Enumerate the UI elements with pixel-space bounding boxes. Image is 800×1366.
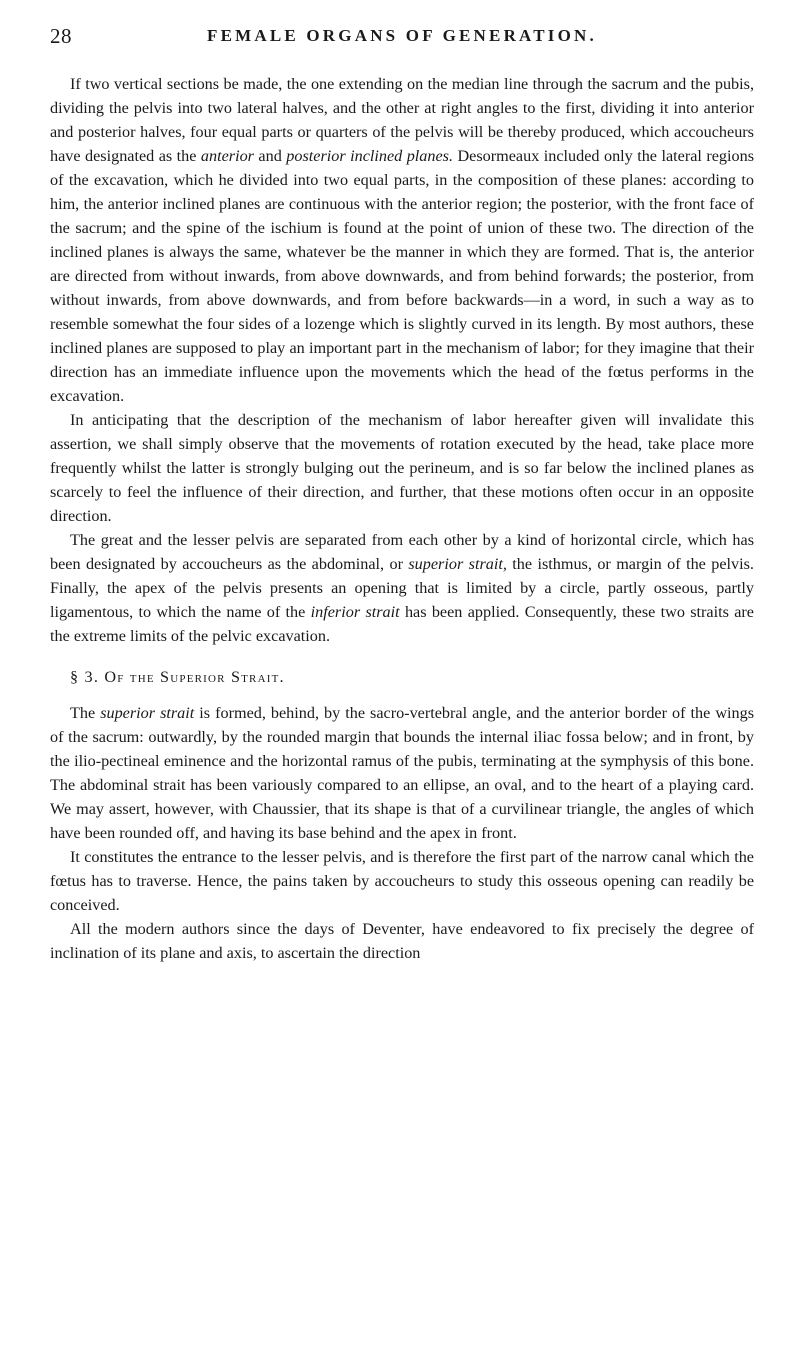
paragraph — [50, 917, 754, 965]
page-number: 28 — [50, 24, 72, 48]
text-run: is formed, behind, by the sacro-vertebral angle, and the anterior border of the wings of the sacrum: outwardly, by the rounded margin that bounds the internal iliac fossa below; and in front, by the ilio-pectineal eminence and the horizontal ramus of the pubis, terminating at the symphysis of this bone. The abdominal strait has been variously compared to an ellipse, an oval, and to the heart of a playing card. We may assert, however, with Chaussier, that its shape is that of a curvilinear triangle, the angles of which have been rounded off, and having its base behind and the apex in front. — [50, 704, 754, 842]
section-number: § 3. — [70, 668, 100, 686]
text-run: Desormeaux included only the lateral regions of the excavation, which he divided into two equal parts, in the composition of these planes: according to him, the anterior inclined planes are continuous with the anterior region; the posterior, with the front face of the sacrum; and the spine of the ischium is found at the point of union of these two. The direction of the inclined planes is always the same, whatever be the manner in which they are formed. That is, the anterior are directed from without inwards, from above downwards, and from behind forwards; the posterior, from without inwards, from above downwards, and from before backwards—in a word, in such a way as to resemble somewhat the four sides of a lozenge which is slightly curved in its length. By most authors, these inclined planes are supposed to play an important part in the mechanism of labor; for they imagine that their direction has an immediate influence upon the movements which the head of the fœtus performs in the excavation. — [50, 147, 755, 405]
page-body — [50, 72, 754, 965]
italic-term: superior strait, — [408, 555, 507, 573]
text-run: has been applied. Consequently, these two straits are the extreme limits of the pelvic excavation. — [50, 603, 754, 645]
text-run: The great and the lesser pelvis are separated from each other by a kind of horizontal circle, which has been designated by accoucheurs as the abdominal, or — [50, 531, 754, 573]
paragraph — [50, 528, 754, 648]
text-run: The — [70, 704, 101, 722]
italic-term: inferior strait — [310, 603, 400, 621]
text-run: It constitutes the entrance to the lesser pelvis, and is therefore the first part of the narrow canal which the fœtus has to traverse. Hence, the pains taken by accoucheurs to study this osseous opening can readily be conceived. — [50, 848, 754, 914]
text-run: If two vertical sections be made, the one extending on the median line through the sacrum and the pubis, dividing the pelvis into two lateral halves, and the other at right angles to the first, dividing it into anterior and posterior halves, four equal parts or quarters of the pelvis will be thereby produced, which accoucheurs have designated as the — [50, 75, 754, 165]
text-run: and — [253, 147, 287, 165]
section-title: Of the Superior Strait. — [104, 668, 285, 686]
paragraph — [50, 845, 754, 917]
italic-term: posterior inclined planes. — [286, 147, 454, 165]
text-run: the isthmus, or margin of the pelvis. Finally, the apex of the pelvis presents an opening that is limited by a circle, partly osseous, partly ligamentous, to which the name of the — [50, 555, 754, 621]
paragraph — [50, 701, 754, 845]
section-heading — [70, 668, 754, 687]
paragraph — [50, 408, 754, 528]
book-page — [50, 22, 754, 965]
page-header — [50, 22, 754, 58]
text-run: In anticipating that the description of the mechanism of labor hereafter given will invalidate this assertion, we shall simply observe that the movements of rotation executed by the head, take place more frequently whilst the latter is strongly bulging out the perineum, and is so far below the inclined planes as scarcely to feel the influence of their direction, and further, that these motions often occur in an opposite direction. — [50, 411, 754, 525]
italic-term: superior strait — [100, 704, 195, 722]
italic-term: anterior — [200, 147, 254, 165]
paragraphs-after-heading — [50, 701, 754, 965]
running-title: FEMALE ORGANS OF GENERATION. — [207, 26, 597, 45]
paragraphs-before-heading — [50, 72, 754, 648]
paragraph — [50, 72, 754, 408]
text-run: All the modern authors since the days of Deventer, have endeavored to fix precisely the degree of inclination of its plane and axis, to ascertain the direction — [50, 920, 754, 962]
